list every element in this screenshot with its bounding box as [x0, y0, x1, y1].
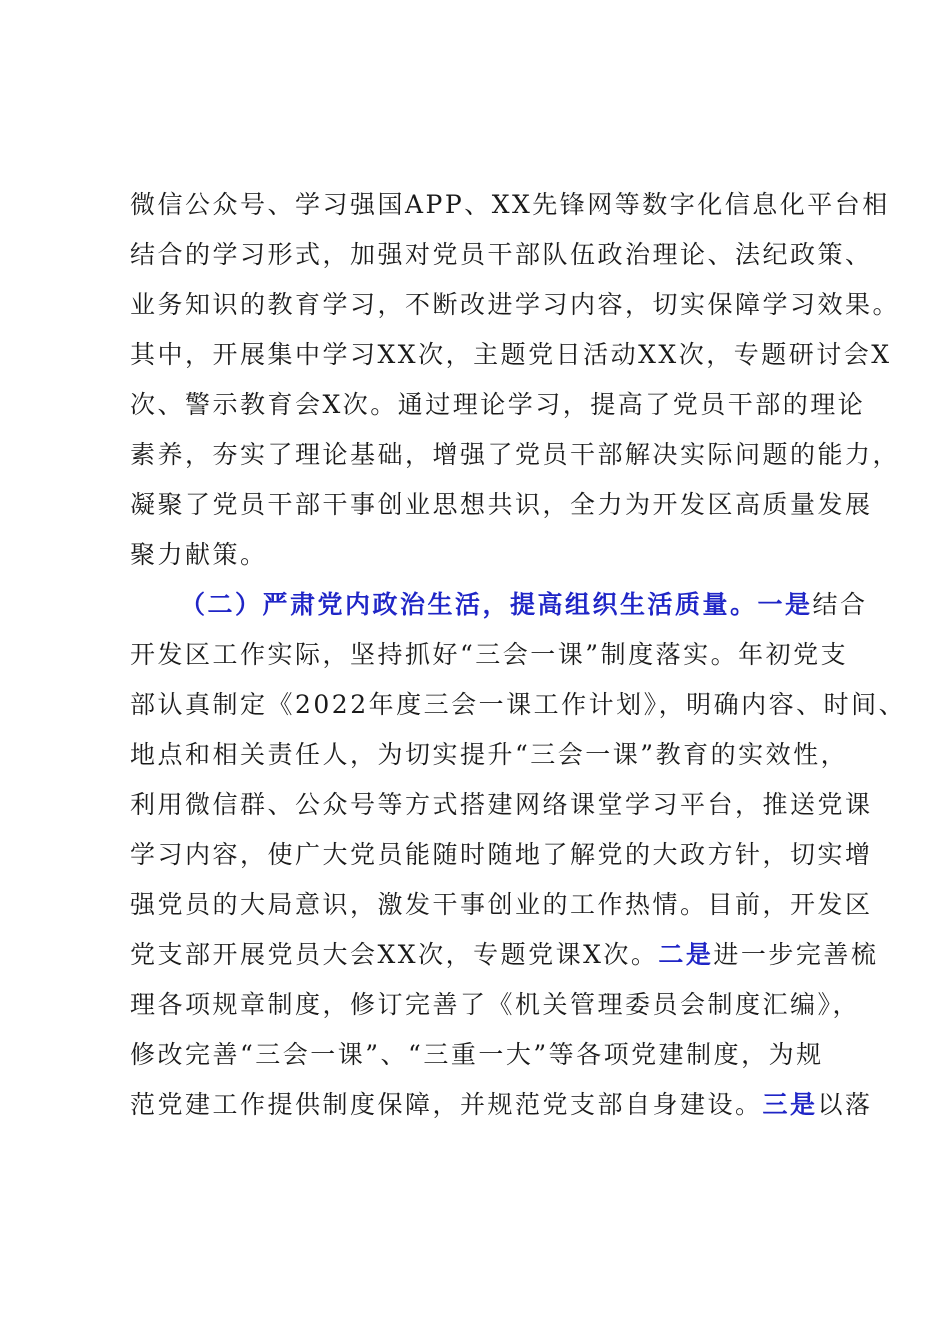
document-body — [130, 180, 907, 1130]
paragraph-organization-life — [130, 580, 907, 1130]
section-heading: （二）严肃党内政治生活，提高组织生活质量。 — [180, 590, 758, 619]
paragraph-line: 开发区工作实际，坚持抓好“三会一课”制度落实。年初党支 — [130, 640, 849, 669]
paragraph-line: 学习内容，使广大党员能随时随地了解党的大政方针，切实增 — [130, 840, 873, 869]
paragraph-line: 次、警示教育会X次。通过理论学习，提高了党员干部的理论 — [130, 390, 866, 419]
paragraph-line: 业务知识的教育学习，不断改进学习内容，切实保障学习效果。 — [130, 290, 901, 319]
paragraph-line: 聚力献策。 — [130, 540, 268, 569]
paragraph-line: 修改完善“三会一课”、“三重一大”等各项党建制度，为规 — [130, 1040, 824, 1069]
paragraph-line: 微信公众号、学习强国APP、XX先锋网等数字化信息化平台相 — [130, 190, 890, 219]
paragraph-line: 其中，开展集中学习XX次，主题党日活动XX次，专题研讨会X — [130, 340, 892, 369]
paragraph-line — [130, 1080, 873, 1130]
paragraph-line: 部认真制定《2022年度三会一课工作计划》，明确内容、时间、 — [130, 690, 907, 719]
paragraph-line: 强党员的大局意识，激发干事创业的工作热情。目前，开发区 — [130, 890, 873, 919]
paragraph-line: 结合的学习形式，加强对党员干部队伍政治理论、法纪政策、 — [130, 240, 873, 269]
paragraph-theory-study — [130, 180, 901, 580]
line-text: 进一步完善梳 — [713, 940, 879, 969]
paragraph-line: 地点和相关责任人，为切实提升“三会一课”教育的实效性， — [130, 740, 849, 769]
line-text: 党支部开展党员大会XX次，专题党课X次。 — [130, 940, 659, 969]
line-text: 结合 — [812, 590, 868, 619]
paragraph-line: 素养，夯实了理论基础，增强了党员干部解决实际问题的能力， — [130, 440, 901, 469]
ordinal-second: 二是 — [658, 940, 714, 969]
paragraph-line: 理各项规章制度，修订完善了《机关管理委员会制度汇编》， — [130, 990, 861, 1019]
ordinal-third: 三是 — [762, 1090, 818, 1119]
paragraph-line — [130, 580, 868, 630]
paragraph-line: 利用微信群、公众号等方式搭建网络课堂学习平台，推送党课 — [130, 790, 873, 819]
paragraph-line — [130, 930, 879, 980]
line-text: 范党建工作提供制度保障，并规范党支部自身建设。 — [130, 1090, 763, 1119]
paragraph-line: 凝聚了党员干部干事创业思想共识，全力为开发区高质量发展 — [130, 490, 873, 519]
line-text: 以落 — [817, 1090, 873, 1119]
ordinal-first: 一是 — [757, 590, 813, 619]
